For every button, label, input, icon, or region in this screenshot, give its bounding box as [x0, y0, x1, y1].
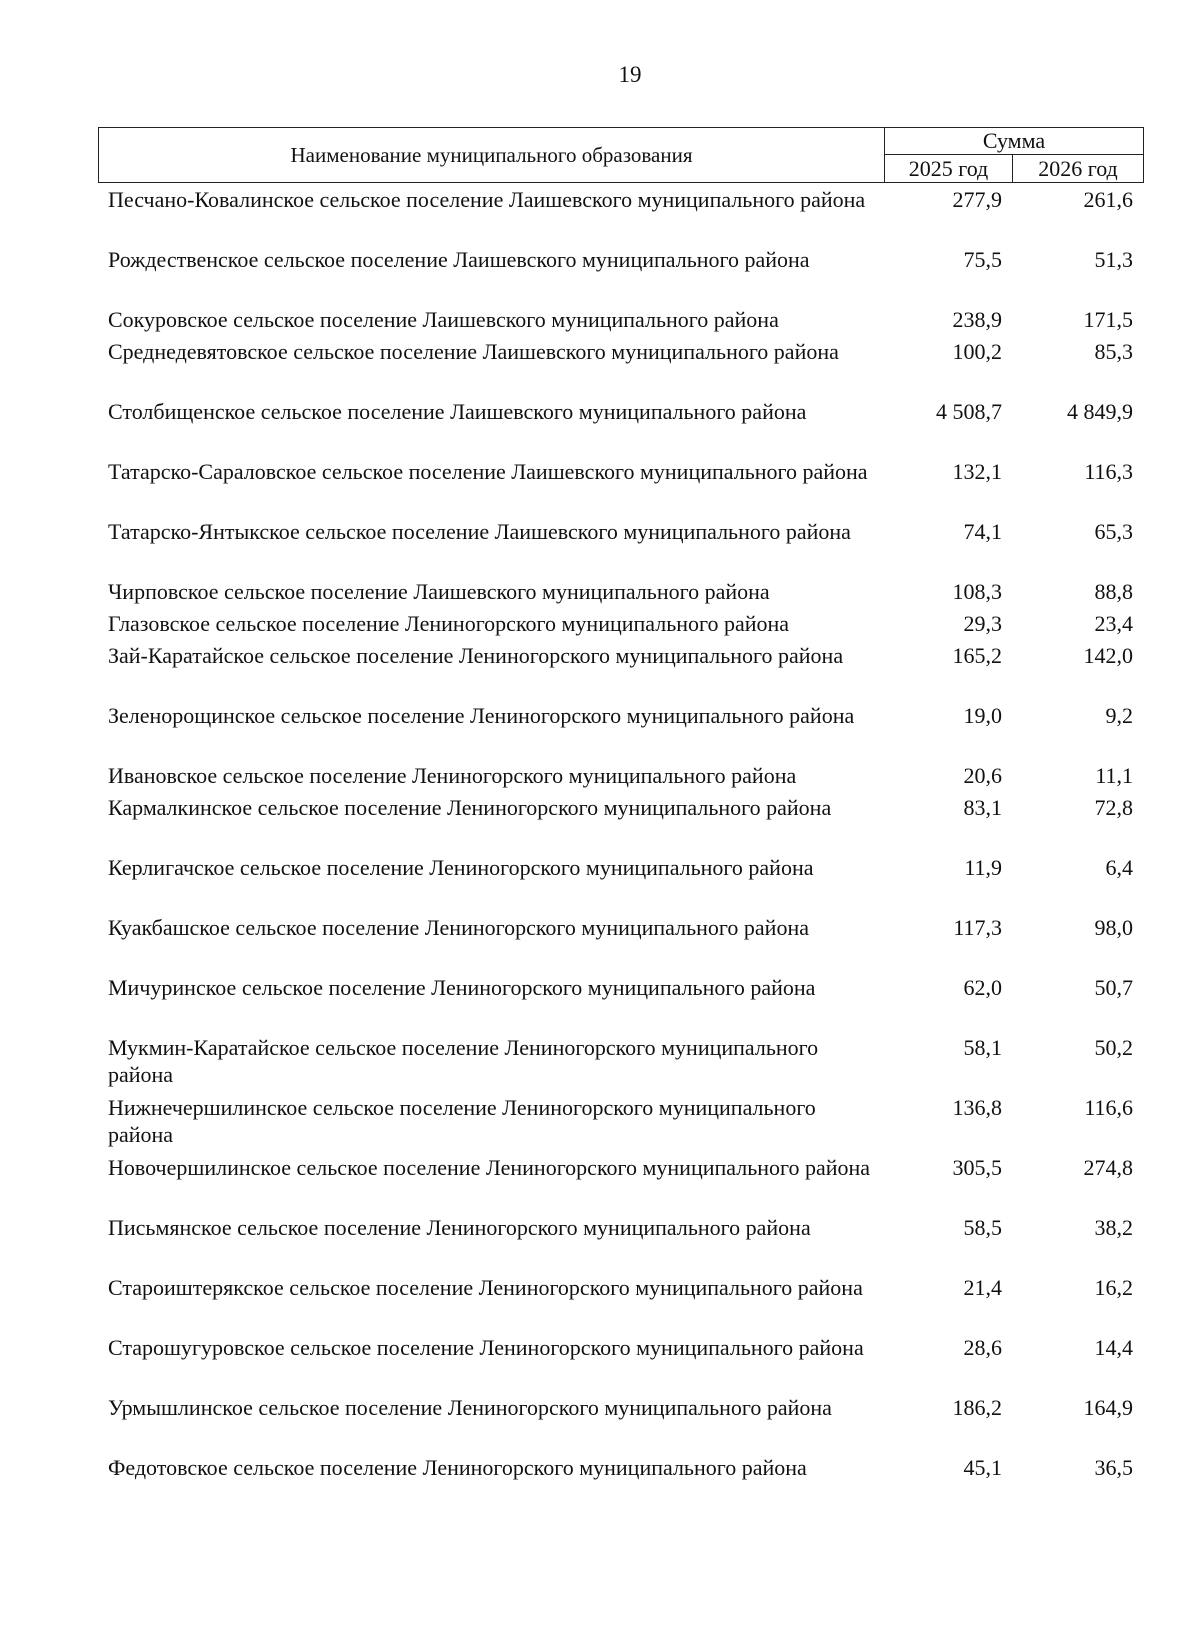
amount-2025: 136,8 — [952, 1095, 1002, 1120]
amount-2026: 274,8 — [1083, 1155, 1133, 1180]
table-row — [0, 642, 1200, 702]
municipality-name: Нижнечершилинское сельское поселение Лениногорского муниципального района — [108, 1095, 816, 1147]
table-row — [0, 854, 1200, 914]
amount-2025: 108,3 — [952, 579, 1002, 604]
amount-2026: 142,0 — [1083, 643, 1133, 668]
table-row — [0, 914, 1200, 974]
municipality-name: Песчано-Ковалинское сельское поселение Лаишевского муниципального района — [108, 187, 866, 212]
table-row — [0, 246, 1200, 306]
amount-2025: 4 508,7 — [936, 399, 1002, 424]
table-row — [0, 1334, 1200, 1394]
header-sum: Сумма — [885, 128, 1143, 155]
amount-2026: 116,3 — [1084, 459, 1133, 484]
municipality-name: Среднедевятовское сельское поселение Лаишевского муниципального района — [108, 339, 839, 364]
table-row — [0, 338, 1200, 398]
amount-2025: 58,5 — [963, 1215, 1002, 1240]
amount-2026: 50,2 — [1094, 1035, 1133, 1060]
amount-2025: 75,5 — [963, 247, 1002, 272]
amount-2025: 74,1 — [963, 519, 1002, 544]
table-row — [0, 1154, 1200, 1214]
table-row — [0, 578, 1200, 610]
amount-2026: 116,6 — [1084, 1095, 1133, 1120]
table-row — [0, 762, 1200, 794]
amount-2026: 51,3 — [1094, 247, 1133, 272]
header-year-2025: 2025 год — [885, 155, 1013, 183]
amount-2025: 277,9 — [952, 187, 1002, 212]
amount-2025: 45,1 — [963, 1455, 1002, 1480]
amount-2026: 6,4 — [1105, 855, 1133, 880]
amount-2026: 38,2 — [1094, 1215, 1133, 1240]
municipality-name: Федотовское сельское поселение Лениногорского муниципального района — [108, 1455, 807, 1480]
table-body — [0, 186, 1200, 1514]
amount-2026: 16,2 — [1094, 1275, 1133, 1300]
amount-2025: 28,6 — [963, 1335, 1002, 1360]
municipality-name: Старошугуровское сельское поселение Лениногорского муниципального района — [108, 1335, 864, 1360]
municipality-name: Керлигачское сельское поселение Лениногорского муниципального района — [108, 855, 814, 880]
table-row — [0, 1454, 1200, 1514]
table-row — [0, 974, 1200, 1034]
amount-2026: 85,3 — [1094, 339, 1133, 364]
amount-2026: 50,7 — [1094, 975, 1133, 1000]
amount-2025: 186,2 — [952, 1395, 1002, 1420]
header-name-column: Наименование муниципального образования — [99, 128, 885, 182]
municipality-name: Татарско-Янтыкское сельское поселение Лаишевского муниципального района — [108, 519, 851, 544]
table-row — [0, 518, 1200, 578]
amount-2025: 58,1 — [963, 1035, 1002, 1060]
amount-2026: 164,9 — [1083, 1395, 1133, 1420]
municipality-name: Мукмин-Каратайское сельское поселение Лениногорского муниципального района — [108, 1035, 819, 1087]
amount-2025: 11,9 — [964, 855, 1002, 880]
municipality-name: Новочершилинское сельское поселение Лениногорского муниципального района — [108, 1155, 871, 1180]
municipality-name: Рождественское сельское поселение Лаишевского муниципального района — [108, 247, 810, 272]
municipality-name: Письмянское сельское поселение Лениногорского муниципального района — [108, 1215, 811, 1240]
amount-2025: 20,6 — [963, 763, 1002, 788]
amount-2026: 88,8 — [1094, 579, 1133, 604]
amount-2026: 14,4 — [1094, 1335, 1133, 1360]
table-row — [0, 1214, 1200, 1274]
table-row — [0, 398, 1200, 458]
page-number: 19 — [618, 62, 642, 87]
municipality-name: Староиштерякское сельское поселение Лениногорского муниципального района — [108, 1275, 863, 1300]
table-row — [0, 702, 1200, 762]
table-row — [0, 1094, 1200, 1154]
municipality-name: Зай-Каратайское сельское поселение Лениногорского муниципального района — [108, 643, 844, 668]
amount-2026: 171,5 — [1083, 307, 1133, 332]
municipality-name: Зеленорощинское сельское поселение Лениногорского муниципального района — [108, 703, 855, 728]
amount-2025: 132,1 — [952, 459, 1002, 484]
municipality-name: Урмышлинское сельское поселение Лениногорского муниципального района — [108, 1395, 832, 1420]
header-year-2026: 2026 год — [1038, 156, 1118, 181]
amount-2026: 23,4 — [1094, 611, 1133, 636]
municipality-name: Сокуровское сельское поселение Лаишевского муниципального района — [108, 307, 779, 332]
amount-2025: 238,9 — [952, 307, 1002, 332]
table-row — [0, 1394, 1200, 1454]
amount-2025: 83,1 — [963, 795, 1002, 820]
amount-2025: 100,2 — [952, 339, 1002, 364]
amount-2026: 261,6 — [1083, 187, 1133, 212]
amount-2026: 9,2 — [1105, 703, 1133, 728]
table-header — [98, 127, 1144, 183]
amount-2026: 72,8 — [1094, 795, 1133, 820]
municipality-name: Куакбашское сельское поселение Лениногорского муниципального района — [108, 915, 809, 940]
amount-2025: 62,0 — [963, 975, 1002, 1000]
amount-2025: 165,2 — [952, 643, 1002, 668]
amount-2026: 11,1 — [1095, 763, 1133, 788]
amount-2025: 305,5 — [952, 1155, 1002, 1180]
municipality-name: Глазовское сельское поселение Лениногорского муниципального района — [108, 611, 790, 636]
amount-2026: 4 849,9 — [1067, 399, 1133, 424]
table-row — [0, 306, 1200, 338]
table-row — [0, 794, 1200, 854]
amount-2026: 65,3 — [1094, 519, 1133, 544]
table-row — [0, 610, 1200, 642]
table-row — [0, 458, 1200, 518]
amount-2026: 36,5 — [1094, 1455, 1133, 1480]
municipality-name: Кармалкинское сельское поселение Лениногорского муниципального района — [108, 795, 832, 820]
table-row — [0, 1274, 1200, 1334]
table-row — [0, 186, 1200, 246]
municipality-name: Мичуринское сельское поселение Лениногорского муниципального района — [108, 975, 816, 1000]
amount-2026: 98,0 — [1094, 915, 1133, 940]
municipality-name: Ивановское сельское поселение Лениногорского муниципального района — [108, 763, 797, 788]
amount-2025: 117,3 — [953, 915, 1002, 940]
amount-2025: 19,0 — [963, 703, 1002, 728]
amount-2025: 29,3 — [963, 611, 1002, 636]
amount-2025: 21,4 — [963, 1275, 1002, 1300]
municipality-name: Татарско-Сараловское сельское поселение Лаишевского муниципального района — [108, 459, 868, 484]
table-row — [0, 1034, 1200, 1094]
municipality-name: Чирповское сельское поселение Лаишевского муниципального района — [108, 579, 770, 604]
municipality-name: Столбищенское сельское поселение Лаишевского муниципального района — [108, 399, 807, 424]
